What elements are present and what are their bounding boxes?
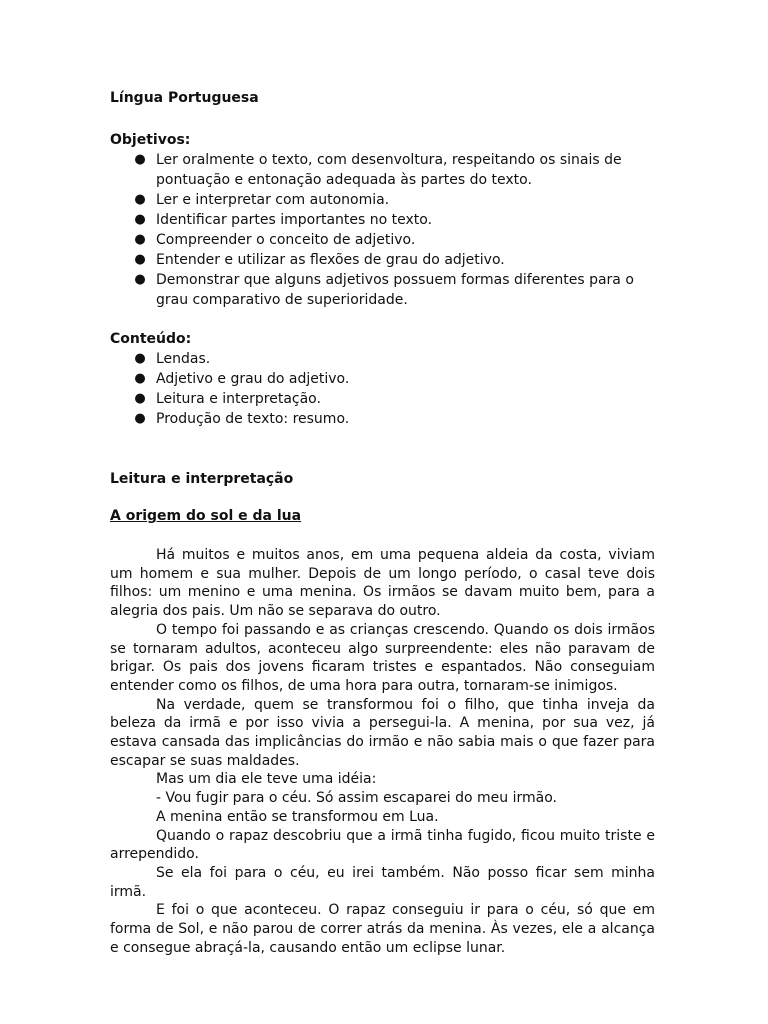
- bullet-icon: ●: [134, 192, 146, 207]
- list-item: ● Adjetivo e grau do adjetivo.: [134, 371, 350, 387]
- bullet-icon: ●: [134, 212, 146, 227]
- bullet-icon: ●: [134, 391, 146, 406]
- bullet-icon: ●: [134, 371, 146, 386]
- list-item: ● Entender e utilizar as flexões de grau do adjetivo.: [134, 252, 505, 268]
- objetivos-heading: Objetivos:: [110, 132, 191, 148]
- list-item: ● Demonstrar que alguns adjetivos possuem formas diferentes para o grau comparativo de superioridade.: [134, 272, 634, 308]
- conteudo-list: [110, 349, 655, 429]
- list-item: ● Lendas.: [134, 351, 211, 367]
- list-item: ● Ler oralmente o texto, com desenvoltura, respeitando os sinais de pontuação e entonação adequada às partes do texto.: [134, 152, 622, 188]
- story-paragraph: Quando o rapaz descobriu que a irmã tinha fugido, ficou muito triste e arrependido.: [110, 827, 655, 863]
- story-paragraph: Se ela foi para o céu, eu irei também. Não posso ficar sem minha irmã.: [110, 864, 655, 900]
- bullet-icon: ●: [134, 232, 146, 247]
- story-paragraph: Na verdade, quem se transformou foi o filho, que tinha inveja da beleza da irmã e por isso vivia a persegui-la. A menina, por sua vez, já estava cansada das implicâncias do irmão e não sabia mais o que fazer para escapar se suas maldades.: [110, 696, 655, 769]
- list-item: ● Compreender o conceito de adjetivo.: [134, 232, 416, 248]
- bullet-icon: ●: [134, 252, 146, 267]
- bullet-icon: ●: [134, 351, 146, 366]
- bullet-icon: ●: [134, 272, 146, 287]
- bullet-icon: ●: [134, 152, 146, 167]
- story-paragraph: A menina então se transformou em Lua.: [156, 808, 439, 825]
- story-dialog: - Vou fugir para o céu. Só assim escaparei do meu irmão.: [156, 790, 557, 807]
- story-paragraph: Mas um dia ele teve uma idéia:: [156, 771, 377, 788]
- story-title: A origem do sol e da lua: [110, 508, 302, 524]
- story-paragraph: Há muitos e muitos anos, em uma pequena aldeia da costa, viviam um homem e sua mulher. Depois de um longo período, o casal teve dois filhos: um menino e uma menina. Os irmãos se davam muito bem, para a alegria dos pais. Um não se separava do outro.: [110, 547, 655, 620]
- story-text: [110, 546, 655, 957]
- story-paragraph: O tempo foi passando e as crianças crescendo. Quando os dois irmãos se tornaram adultos, aconteceu algo surpreendente: eles não paravam de brigar. Os pais dos jovens ficaram tristes e espantados. Não conseguiam entender como os filhos, de uma hora para outra, tornaram-se inimigos.: [110, 621, 655, 694]
- document-page: [110, 84, 655, 957]
- leitura-heading: Leitura e interpretação: [110, 471, 294, 487]
- document-title: Língua Portuguesa: [110, 90, 259, 106]
- list-item: ● Ler e interpretar com autonomia.: [134, 192, 390, 208]
- story-paragraph: E foi o que aconteceu. O rapaz conseguiu ir para o céu, só que em forma de Sol, e não parou de correr atrás da menina. Às vezes, ele a alcança e consegue abraçá-la, causando então um eclipse lunar.: [110, 902, 655, 956]
- list-item: ● Leitura e interpretação.: [134, 391, 321, 407]
- bullet-icon: ●: [134, 411, 146, 426]
- conteudo-heading: Conteúdo:: [110, 331, 192, 347]
- list-item: ● Produção de texto: resumo.: [134, 411, 350, 427]
- objetivos-list: [110, 150, 655, 310]
- list-item: ● Identificar partes importantes no texto.: [134, 212, 433, 228]
